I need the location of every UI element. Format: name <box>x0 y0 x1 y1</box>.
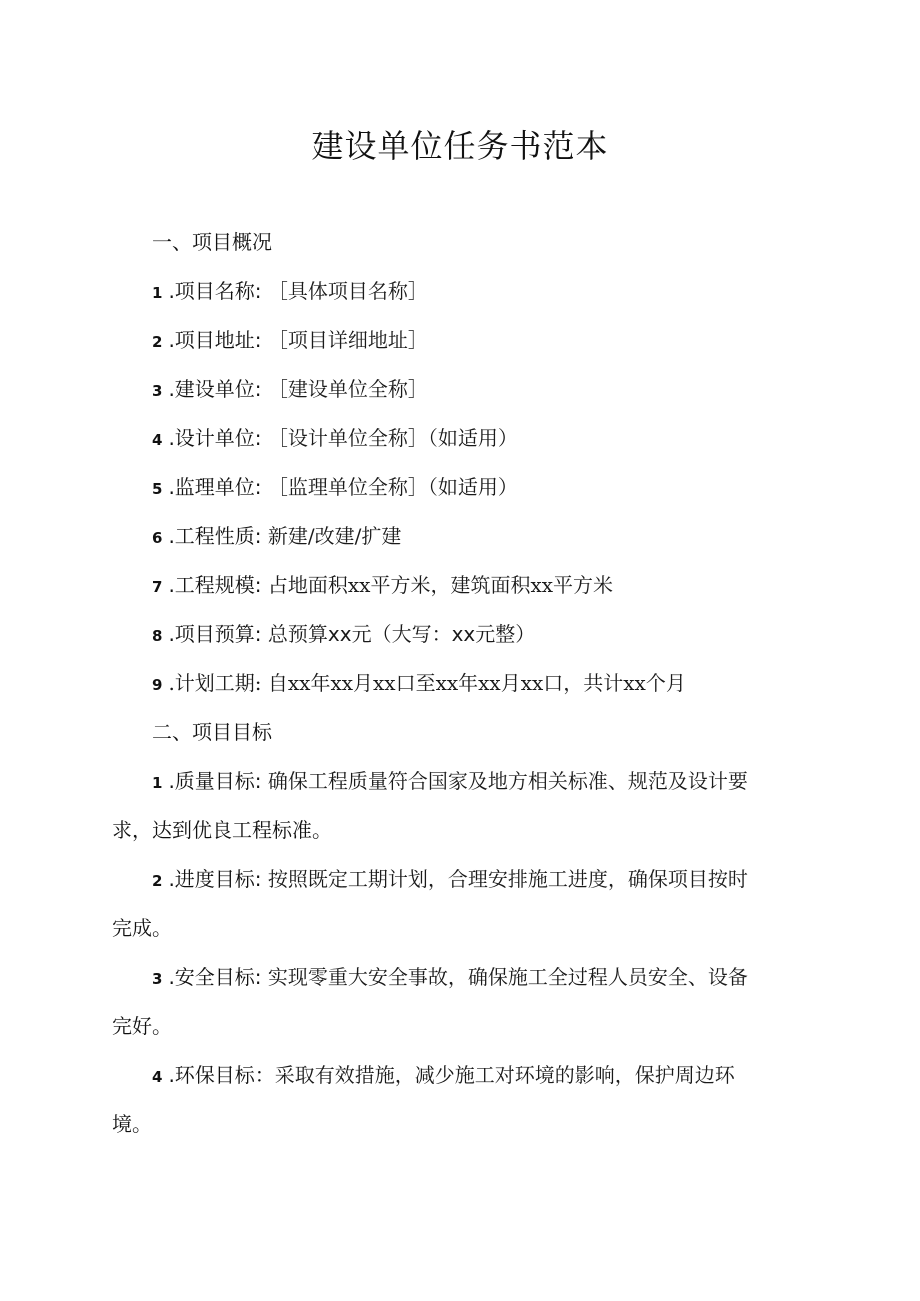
item-number: 3 <box>152 970 163 988</box>
list-item <box>152 619 535 651</box>
list-item <box>152 374 428 406</box>
item-number: 7 <box>152 578 163 596</box>
item-value: 占地面积xx平方米，建筑面积xx平方米 <box>267 573 614 597</box>
item-label: .设计单位: <box>168 426 262 450</box>
list-item <box>152 325 428 357</box>
goal-item <box>152 962 748 994</box>
item-text-line1: 采取有效措施，减少施工对环境的影响，保护周边环 <box>274 1063 735 1087</box>
list-item <box>152 521 401 553</box>
list-item <box>152 570 613 602</box>
item-number: 3 <box>152 382 163 400</box>
goal-item <box>152 766 748 798</box>
item-text-line2: 求，达到优良工程标准。 <box>112 818 332 842</box>
item-value: ［设计单位全称］（如适用） <box>267 426 518 450</box>
item-number: 1 <box>152 284 163 302</box>
item-number: 4 <box>152 431 163 449</box>
item-value: ［项目详细地址］ <box>267 328 428 352</box>
item-number: 6 <box>152 529 163 547</box>
section-heading-goals: 二、项目目标 <box>152 720 272 744</box>
item-label: .建设单位: <box>168 377 262 401</box>
item-number: 5 <box>152 480 163 498</box>
item-number: 2 <box>152 872 163 890</box>
item-text-line2: 境。 <box>112 1112 152 1136</box>
item-number: 8 <box>152 627 163 645</box>
item-value: ［建设单位全称］ <box>267 377 428 401</box>
item-label: .质量目标: <box>168 769 262 793</box>
page-title: 建设单位任务书范本 <box>311 127 609 165</box>
item-text-line2: 完成。 <box>112 916 172 940</box>
item-value: ［具体项目名称］ <box>267 279 428 303</box>
item-value: 新建/改建/扩建 <box>267 524 402 548</box>
item-text-line2: 完好。 <box>112 1014 172 1038</box>
section-heading-overview: 一、项目概况 <box>152 230 272 254</box>
item-label: .进度目标: <box>168 867 262 891</box>
item-text-line1: 按照既定工期计划，合理安排施工进度，确保项目按时 <box>267 867 748 891</box>
item-number: 9 <box>152 676 163 694</box>
item-label: .安全目标: <box>168 965 262 989</box>
list-item <box>152 668 686 700</box>
item-number: 2 <box>152 333 163 351</box>
item-label: .项目地址: <box>168 328 262 352</box>
item-label: .计划工期: <box>168 671 262 695</box>
goal-item <box>152 864 748 896</box>
list-item <box>152 472 518 504</box>
item-label: .工程规模: <box>168 573 262 597</box>
item-label: .项目预算: <box>168 622 262 646</box>
item-text-line1: 实现零重大安全事故，确保施工全过程人员安全、设备 <box>267 965 748 989</box>
item-label: .监理单位: <box>168 475 262 499</box>
goal-item <box>152 1060 735 1092</box>
item-value: 总预算xx元（大写：xx元整） <box>267 622 536 646</box>
list-item <box>152 276 428 308</box>
item-label: .工程性质: <box>168 524 262 548</box>
item-label: .项目名称: <box>168 279 262 303</box>
item-number: 4 <box>152 1068 163 1086</box>
item-value: ［监理单位全称］（如适用） <box>267 475 518 499</box>
item-value: 自xx年xx月xx口至xx年xx月xx口，共计xx个月 <box>267 671 686 695</box>
list-item <box>152 423 518 455</box>
item-text-line1: 确保工程质量符合国家及地方相关标准、规范及设计要 <box>267 769 748 793</box>
item-number: 1 <box>152 774 163 792</box>
item-label: .环保目标： <box>168 1063 275 1087</box>
